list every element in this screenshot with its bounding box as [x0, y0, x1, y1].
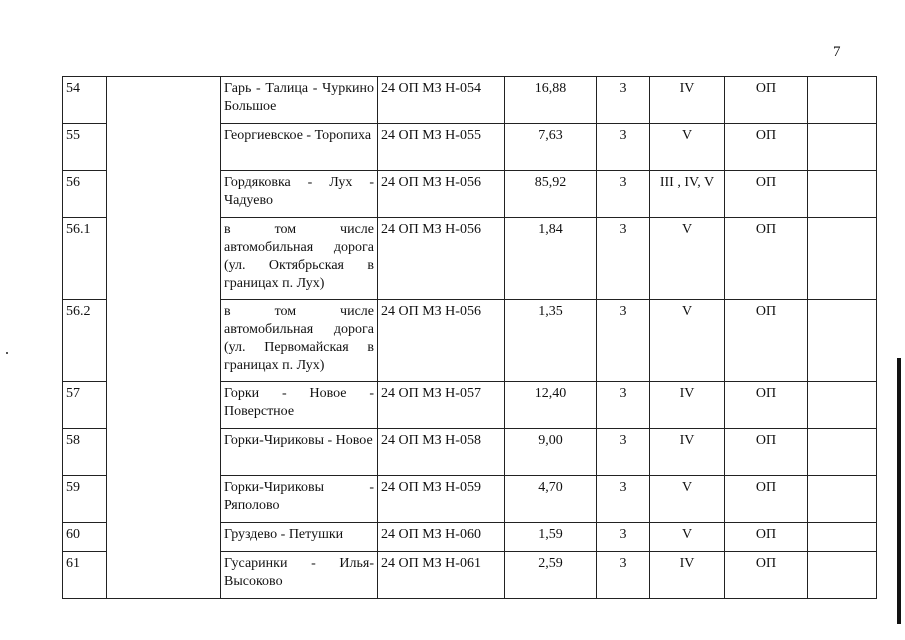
row-number: 59 [63, 476, 107, 523]
technical-category: IV [650, 382, 725, 429]
note-cell [808, 124, 877, 171]
road-code: 24 ОП МЗ Н-059 [378, 476, 505, 523]
table-row [63, 77, 877, 124]
road-type: ОП [725, 124, 808, 171]
note-cell [808, 300, 877, 382]
road-type: ОП [725, 552, 808, 599]
scan-artifact-dot [6, 352, 8, 354]
note-cell [808, 218, 877, 300]
technical-category: V [650, 523, 725, 552]
road-code: 24 ОП МЗ Н-055 [378, 124, 505, 171]
note-cell [808, 476, 877, 523]
road-length: 4,70 [505, 476, 597, 523]
technical-category: IV [650, 429, 725, 476]
scan-edge-bar [897, 358, 901, 624]
note-cell [808, 552, 877, 599]
road-code: 24 ОП МЗ Н-058 [378, 429, 505, 476]
note-cell [808, 429, 877, 476]
technical-category: IV [650, 77, 725, 124]
road-code: 24 ОП МЗ Н-056 [378, 171, 505, 218]
road-code: 24 ОП МЗ Н-057 [378, 382, 505, 429]
page-number: 7 [833, 44, 841, 60]
road-length: 16,88 [505, 77, 597, 124]
technical-category: IV [650, 552, 725, 599]
row-number: 58 [63, 429, 107, 476]
road-name: в том числе автомобильная дорога (ул. Первомайская в границах п. Лух) [221, 300, 378, 382]
road-type: ОП [725, 218, 808, 300]
region-cell [107, 77, 221, 599]
road-length: 1,84 [505, 218, 597, 300]
road-name: Груздево - Петушки [221, 523, 378, 552]
road-name: в том числе автомобильная дорога (ул. Октябрьская в границах п. Лух) [221, 218, 378, 300]
road-category: 3 [597, 382, 650, 429]
roads-table [62, 76, 877, 599]
note-cell [808, 77, 877, 124]
road-type: ОП [725, 382, 808, 429]
road-type: ОП [725, 171, 808, 218]
road-category: 3 [597, 171, 650, 218]
road-name: Горки-Чириковы - Ряполово [221, 476, 378, 523]
road-name: Гордяковка - Лух - Чадуево [221, 171, 378, 218]
row-number: 61 [63, 552, 107, 599]
road-length: 2,59 [505, 552, 597, 599]
road-type: ОП [725, 300, 808, 382]
technical-category: V [650, 300, 725, 382]
road-length: 12,40 [505, 382, 597, 429]
note-cell [808, 523, 877, 552]
row-number: 55 [63, 124, 107, 171]
road-code: 24 ОП МЗ Н-061 [378, 552, 505, 599]
row-number: 56 [63, 171, 107, 218]
row-number: 57 [63, 382, 107, 429]
road-category: 3 [597, 77, 650, 124]
road-category: 3 [597, 523, 650, 552]
row-number: 56.2 [63, 300, 107, 382]
note-cell [808, 382, 877, 429]
technical-category: V [650, 476, 725, 523]
road-category: 3 [597, 552, 650, 599]
road-type: ОП [725, 77, 808, 124]
row-number: 54 [63, 77, 107, 124]
row-number: 56.1 [63, 218, 107, 300]
note-cell [808, 171, 877, 218]
road-code: 24 ОП МЗ Н-056 [378, 218, 505, 300]
road-length: 7,63 [505, 124, 597, 171]
road-name: Гарь - Талица - Чуркино Большое [221, 77, 378, 124]
technical-category: V [650, 218, 725, 300]
road-type: ОП [725, 523, 808, 552]
road-code: 24 ОП МЗ Н-056 [378, 300, 505, 382]
road-category: 3 [597, 124, 650, 171]
road-category: 3 [597, 218, 650, 300]
road-category: 3 [597, 476, 650, 523]
row-number: 60 [63, 523, 107, 552]
road-length: 85,92 [505, 171, 597, 218]
road-name: Горки - Новое - Поверстное [221, 382, 378, 429]
road-type: ОП [725, 476, 808, 523]
road-category: 3 [597, 300, 650, 382]
road-length: 9,00 [505, 429, 597, 476]
technical-category: III , IV, V [650, 171, 725, 218]
road-name: Горки-Чириковы - Новое [221, 429, 378, 476]
road-category: 3 [597, 429, 650, 476]
road-name: Гусаринки - Илья-Высоково [221, 552, 378, 599]
road-type: ОП [725, 429, 808, 476]
technical-category: V [650, 124, 725, 171]
road-length: 1,59 [505, 523, 597, 552]
road-code: 24 ОП МЗ Н-054 [378, 77, 505, 124]
road-length: 1,35 [505, 300, 597, 382]
road-name: Георгиевское - Торопиха [221, 124, 378, 171]
road-code: 24 ОП МЗ Н-060 [378, 523, 505, 552]
